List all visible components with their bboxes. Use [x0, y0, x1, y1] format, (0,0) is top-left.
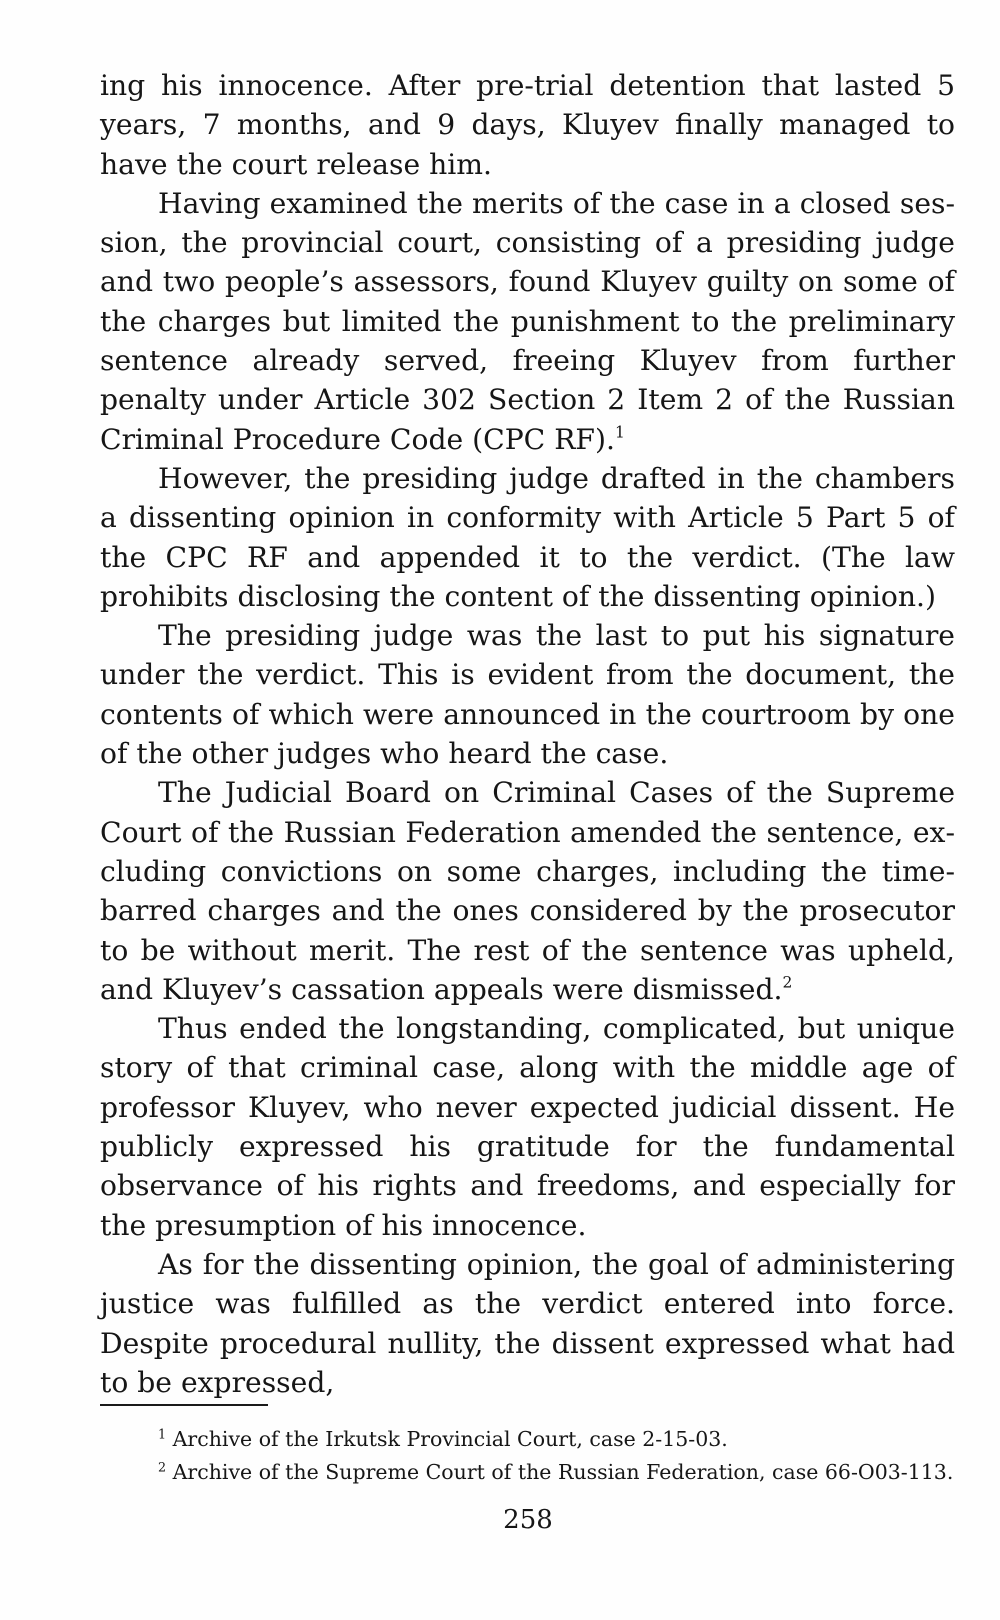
paragraph-1: [100, 66, 955, 184]
footnote-divider: [100, 1404, 268, 1406]
paragraph-5: [100, 773, 955, 1009]
paragraph-4: [100, 616, 955, 773]
footnote-1-text: Archive of the Irkutsk Provincial Court, case 2-15-03.: [172, 1427, 728, 1451]
paragraph-1-text: ing his innocence. After pre-trial detention that lasted 5 years, 7 months, and 9 days, Kluyev finally managed to have the court release him.: [100, 69, 955, 181]
paragraph-6-text: Thus ended the longstanding, complicated, but unique story of that criminal case, along with the middle age of professor Kluyev, who never expected judicial dissent. He publicly expressed his gratitude for the fundamental observance of his rights and freedoms, and especially for the presumption of his innocence.: [100, 1012, 955, 1242]
paragraph-3-text: However, the presiding judge drafted in the chambers a dissenting opinion in conformity with Article 5 Part 5 of the CPC RF and appended it to the verdict. (The law prohibits disclosing the content of the dissenting opinion.): [100, 461, 955, 613]
page-number: 258: [503, 1505, 553, 1535]
paragraph-4-text: The presiding judge was the last to put his signature under the verdict. This is evident from the document, the contents of which were announced in the courtroom by one of the other judges who heard the case.: [100, 619, 955, 771]
paragraph-3: [100, 459, 955, 616]
paragraph-2-text: Having examined the merits of the case in a closed session, the provincial court, consisting of a presiding judge and two people’s assessors, found Kluyev guilty on some of the charges but limited the punishment to the preliminary sentence already served, freeing Kluyev from further penalty under Article 302 Section 2 Item 2 of the Russian Criminal Procedure Code (CPC RF).: [100, 186, 955, 456]
paragraph-2: [100, 184, 955, 459]
footnote-2-text: Archive of the Supreme Court of the Russian Federation, case 66-O03-113.: [172, 1460, 954, 1484]
main-text: [100, 66, 955, 1402]
footnote-2: [158, 1456, 958, 1489]
footnote-ref-2[interactable]: 2: [782, 973, 793, 992]
footnote-1: [158, 1423, 958, 1456]
footnote-1-number: 1: [158, 1426, 167, 1442]
paragraph-5-text: The Judicial Board on Criminal Cases of the Supreme Court of the Russian Federation amended the sentence, excluding convictions on some charges, including the time-barred charges and the ones considered by the prosecutor to be without merit. The rest of the sentence was upheld, and Kluyev’s cassation appeals were dismissed.: [100, 776, 955, 1006]
footnote-2-number: 2: [158, 1459, 167, 1475]
paragraph-7: [100, 1245, 955, 1402]
footnotes: [158, 1423, 958, 1489]
paragraph-7-text: As for the dissenting opinion, the goal of administering justice was fulfilled as the verdict entered into force. Despite procedural nullity, the dissent expressed what had to be expressed,: [100, 1247, 955, 1399]
footnote-ref-1[interactable]: 1: [614, 423, 625, 442]
paragraph-6: [100, 1009, 955, 1245]
